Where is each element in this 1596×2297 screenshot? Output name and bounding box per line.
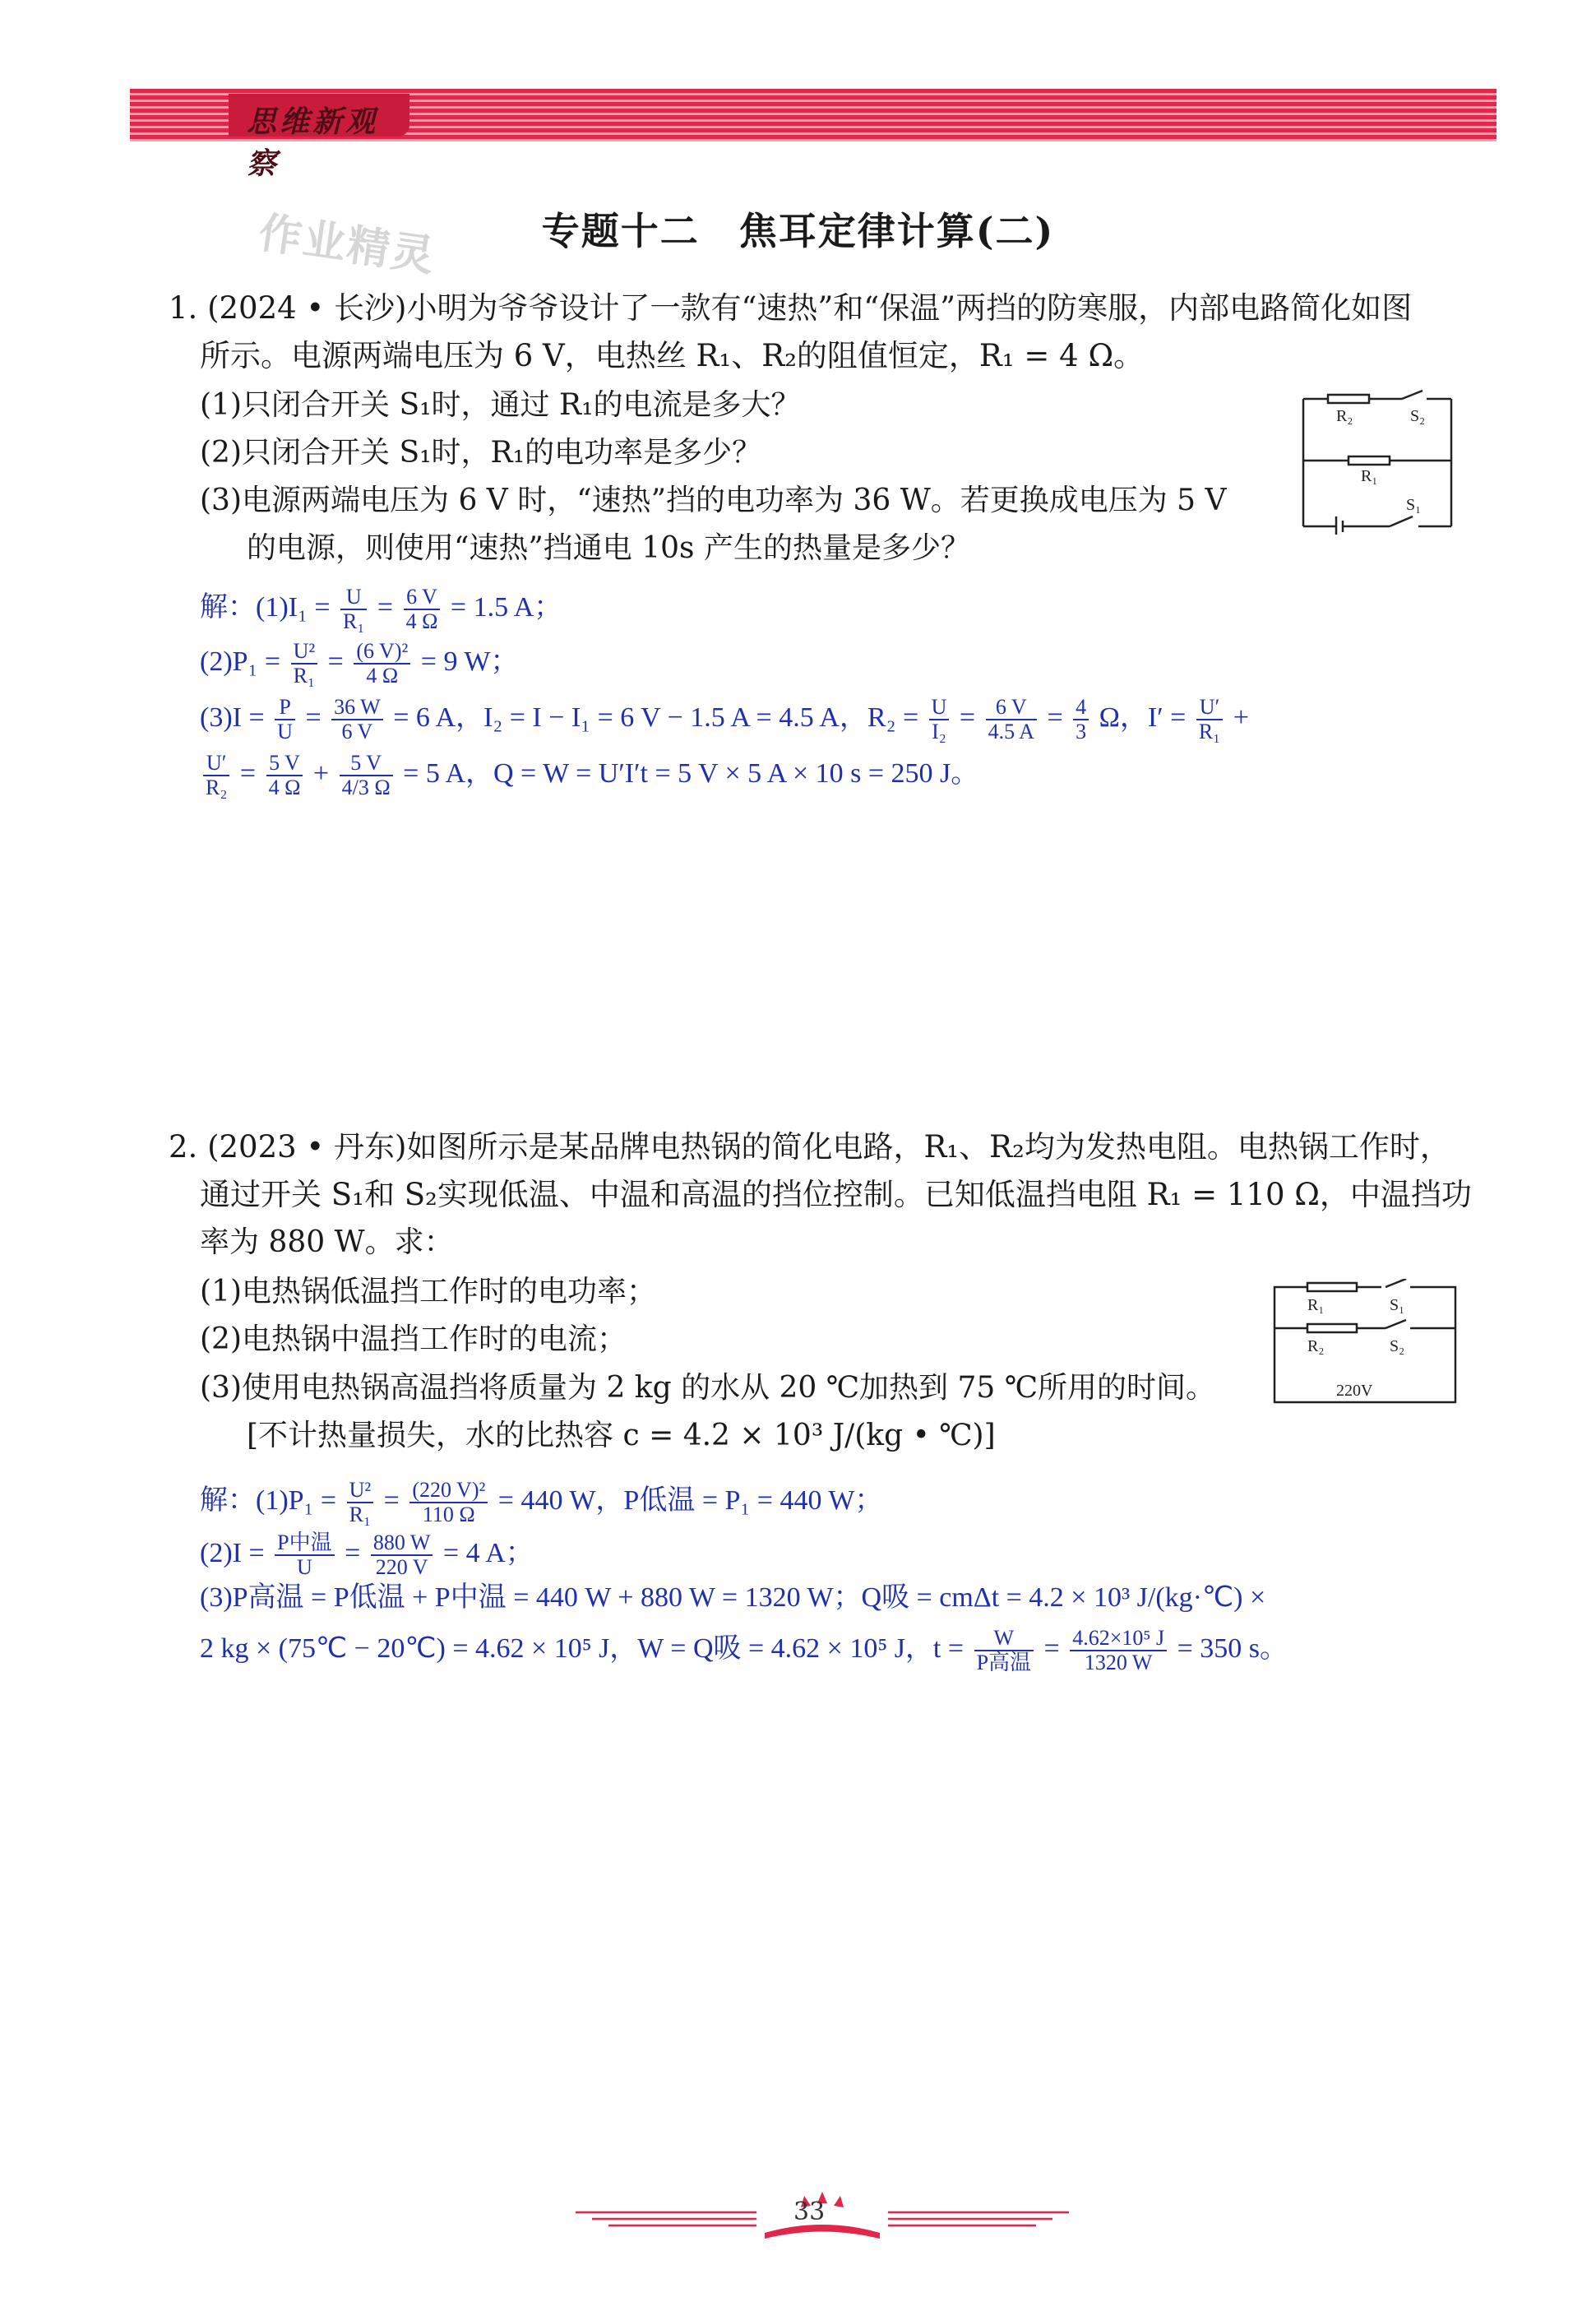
header-label: 思维新观察 <box>247 104 379 181</box>
q2-part4: [不计热量损失，水的比热容 c = 4.2 × 10³ J/(kg • ℃)] <box>247 1419 996 1452</box>
q2-line3: 率为 880 W。求： <box>200 1225 454 1259</box>
q2-r2-label: R₂ <box>1307 1337 1325 1355</box>
q1-line1: 1. (2024 • 长沙)小明为爷爷设计了一款有“速热”和“保温”两挡的防寒服，内部电路简化如图 <box>169 290 1413 326</box>
q1-r2-label: R₂ <box>1336 407 1353 425</box>
q2-line1: 2. (2023 • 丹东)如图所示是某品牌电热锅的简化电路，R₁、R₂均为发热电阻。电热锅工作时， <box>169 1129 1450 1165</box>
q2-answer-4: 2 kg × (75℃ − 20℃) = 4.62 × 10⁵ J，W = Q吸 = 4.62 × 10⁵ J，t = $\frac{W}{\text{P高温}}$ = $\frac{\text{4.62×10⁵ J}}{1320 W}$ = 350 s。 <box>200 1626 1288 1674</box>
q2-part3: (3)使用电热锅高温挡将质量为 2 kg 的水从 20 ℃加热到 75 ℃所用的时间。 <box>200 1371 1216 1405</box>
q2-r1-label: R₁ <box>1307 1296 1325 1314</box>
q2-line2: 通过开关 S₁和 S₂实现低温、中温和高温的挡位控制。已知低温挡电阻 R₁ = 110 Ω，中温挡功 <box>200 1177 1472 1212</box>
header-tab <box>229 94 409 181</box>
header-band <box>130 89 1497 181</box>
q2-s2-label: S₂ <box>1390 1337 1405 1355</box>
q1-answer-2: (2)P₁ = $\frac{\text{U²}}{\text{R₁}}$ = $\frac{\text{(6 V)²}}{4 \Omega}$ = 9 W； <box>200 639 519 688</box>
q1-line2: 所示。电源两端电压为 6 V，电热丝 R₁、R₂的阻值恒定，R₁ = 4 Ω。 <box>200 338 1145 373</box>
q2-voltage-label: 220V <box>1336 1382 1373 1400</box>
q1-part3a: (3)电源两端电压为 6 V 时，“速热”挡的电功率为 36 W。若更换成电压为 5 V <box>200 484 1227 517</box>
q1-s1-label: S₁ <box>1406 496 1422 514</box>
q1-answer-1: 解：(1)I₁ = $\frac{U}{\text{R₁}}$ = $\frac{6 V}{4 \Omega}$ = 1.5 A； <box>200 585 562 633</box>
q2-answer-2: (2)I = $\frac{\text{P中温}}{U}$ = $\frac{880 W}{220 V}$ = 4 A； <box>200 1531 534 1579</box>
q1-circuit-diagram <box>1291 387 1464 535</box>
q2-circuit-diagram <box>1266 1279 1464 1410</box>
q2-answer-1: 解：(1)P₁ = $\frac{\text{U²}}{\text{R₁}}$ = $\frac{\text{(220 V)²}}{110 \Omega}$ = 440 W，P低温 = P₁ = 440 W； <box>200 1478 883 1526</box>
watermark-logo: 作业精灵 <box>256 208 439 282</box>
page-title: 专题十二 焦耳定律计算(二) <box>541 209 1055 253</box>
q2-part2: (2)电热锅中温挡工作时的电流； <box>200 1322 627 1356</box>
q2-s1-label: S₁ <box>1390 1296 1405 1314</box>
q1-r1-label: R₁ <box>1361 467 1378 485</box>
q1-answer-3: (3)I = $\frac{P}{U}$ = $\frac{36 W}{6 V}$ = 6 A，I₂ = I − I₁ = 6 V − 1.5 A = 4.5 A，R₂ = $\frac{U}{\text{I₂}}$ = $\frac{6 V}{4.5 A}$ = $\frac{4}{3}$ Ω，I′ = $\frac{U'}{\text{R₁}}$ + <box>200 695 1249 743</box>
q1-part1: (1)只闭合开关 S₁时，通过 R₁的电流是多大？ <box>200 388 801 422</box>
q1-part3b: 的电源，则使用“速热”挡通电 10s 产生的热量是多少？ <box>247 531 970 565</box>
q1-part2: (2)只闭合开关 S₁时，R₁的电功率是多少？ <box>200 436 762 470</box>
q1-s2-label: S₂ <box>1410 407 1426 425</box>
page-number: 33 <box>793 2197 826 2226</box>
q2-answer-3: (3)P高温 = P低温 + P中温 = 440 W + 880 W = 1320 W；Q吸 = cmΔt = 4.2 × 10³ J/(kg·℃) × <box>200 1582 1266 1613</box>
q1-answer-4: $\frac{U'}{\text{R₂}}$ = $\frac{5 V}{4 \Omega}$ + $\frac{5 V}{4/3 \Omega}$ = 5 A，Q = W = U′I′t = 5 V × 5 A × 10 s = 250 J。 <box>200 752 978 799</box>
q2-part1: (1)电热锅低温挡工作时的电功率； <box>200 1275 656 1308</box>
